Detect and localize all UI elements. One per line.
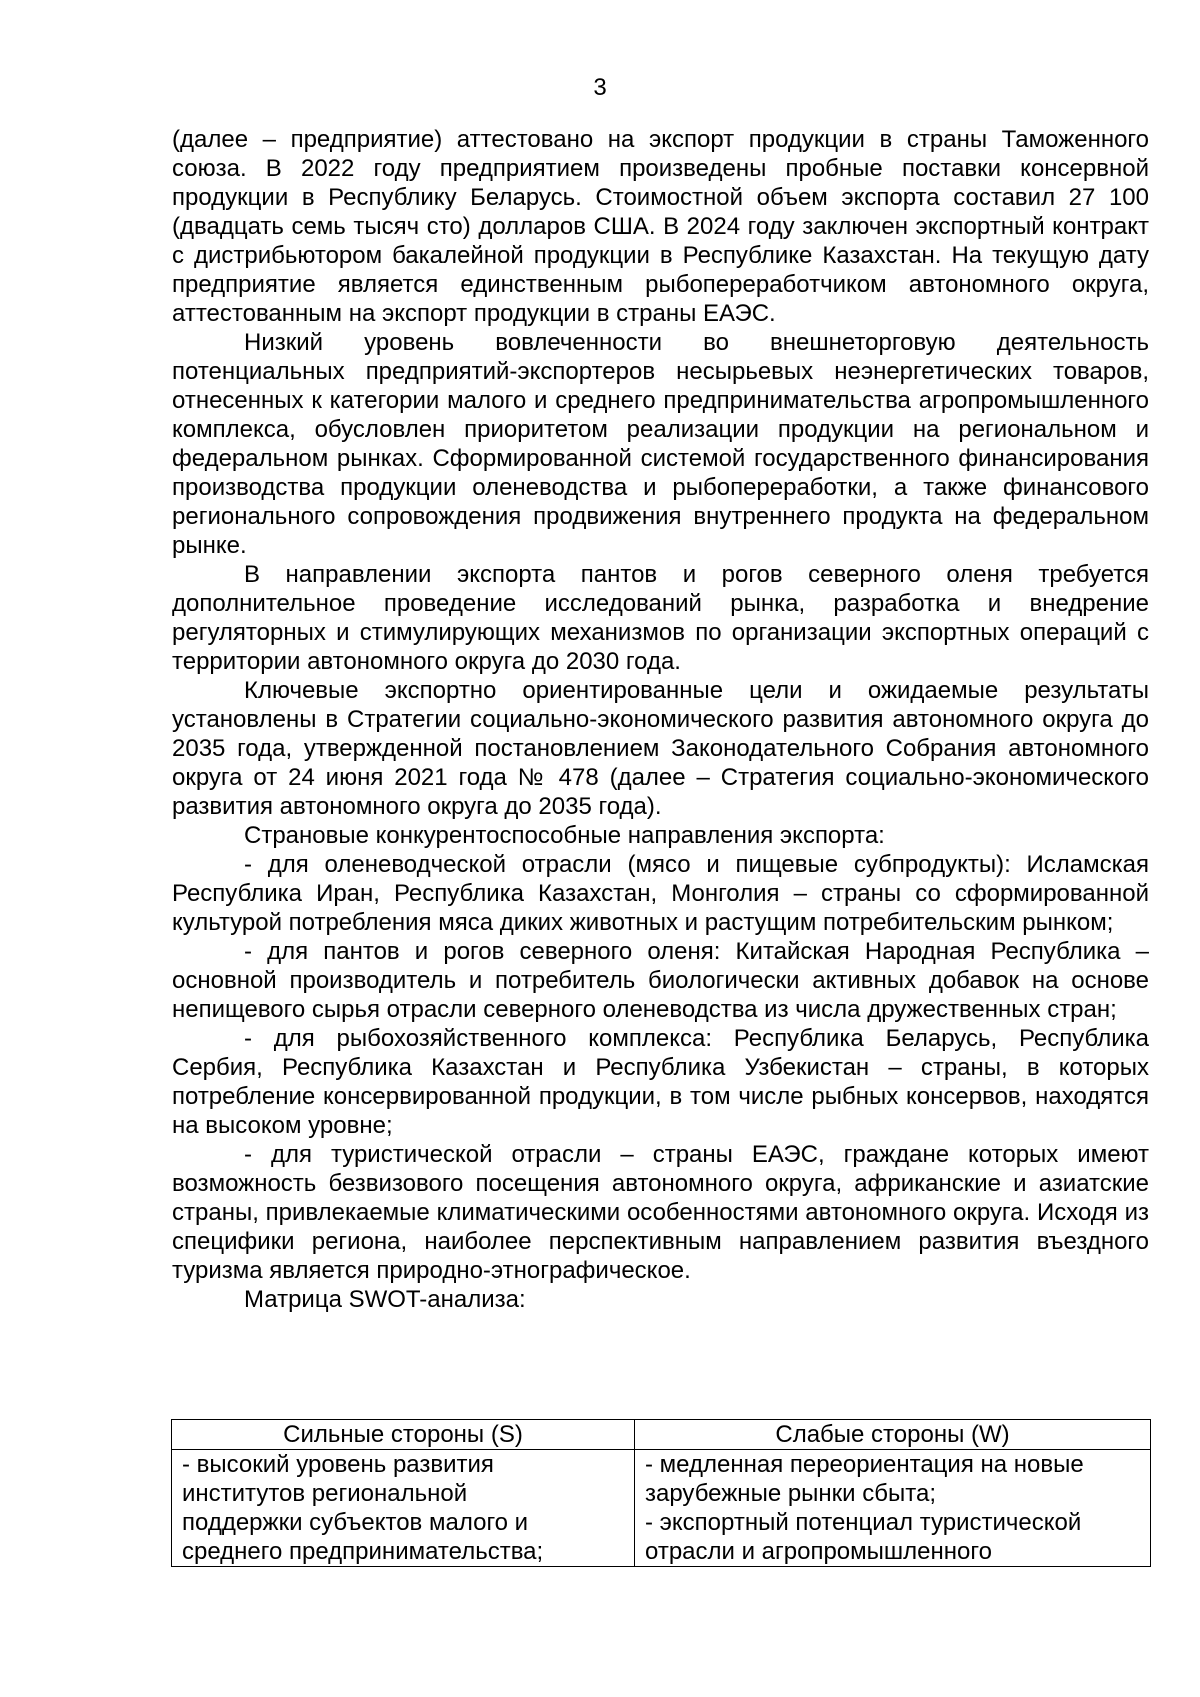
paragraph-low-involvement: Низкий уровень вовлеченности во внешнеторговую деятельность потенциальных предприятий-экспортеров несырьевых неэнергетических товаров, отнесенных к категории малого и среднего предпринимательства агропромышленного комплекса, обусловлен приоритетом реализации продукции на региональном и федеральном рынках. Сформированной системой государственного финансирования производства продукции оленеводства и рыбопереработки, а также финансового регионального сопровождения продвижения внутреннего продукта на федеральном рынке. xyxy=(172,329,1149,559)
swot-table xyxy=(171,1419,1151,1567)
swot-body-row xyxy=(172,1450,1151,1567)
list-item-reindeer-industry: - для оленеводческой отрасли (мясо и пищевые субпродукты): Исламская Республика Иран, Республика Казахстан, Монголия – страны со сформированной культурой потребления мяса диких животных и растущим потребительским рынком; xyxy=(172,851,1149,936)
swot-strengths-cell xyxy=(172,1450,635,1567)
paragraph-country-directions-intro: Страновые конкурентоспособные направления экспорта: xyxy=(244,822,885,849)
strengths-line: - высокий уровень развития xyxy=(182,1451,494,1478)
paragraph-antler-export: В направлении экспорта пантов и рогов северного оленя требуется дополнительное проведение исследований рынка, разработка и внедрение регуляторных и стимулирующих механизмов по организации экспортных операций с территории автономного округа до 2030 года. xyxy=(172,561,1149,675)
swot-weaknesses-cell xyxy=(635,1450,1151,1567)
strengths-line: среднего предпринимательства; xyxy=(182,1538,544,1565)
strengths-line: институтов региональной xyxy=(182,1480,468,1507)
list-item-fishery: - для рыбохозяйственного комплекса: Республика Беларусь, Республика Сербия, Республика Казахстан и Республика Узбекистан – страны, в которых потребление консервированной продукции, в том числе рыбных консервов, находятся на высоком уровне; xyxy=(172,1025,1149,1139)
swot-matrix-caption: Матрица SWOT-анализа: xyxy=(244,1286,526,1313)
swot-header-strengths: Сильные стороны (S) xyxy=(172,1420,635,1450)
weaknesses-line: - экспортный потенциал туристической xyxy=(645,1509,1082,1536)
page-number: 3 xyxy=(593,74,607,101)
weaknesses-line: - медленная переориентация на новые xyxy=(645,1451,1084,1478)
swot-header-weaknesses: Слабые стороны (W) xyxy=(635,1420,1151,1450)
weaknesses-line: отрасли и агропромышленного xyxy=(645,1538,992,1565)
weaknesses-line: зарубежные рынки сбыта; xyxy=(645,1480,936,1507)
paragraph-strategy-goals: Ключевые экспортно ориентированные цели и ожидаемые результаты установлены в Стратегии социально-экономического развития автономного округа до 2035 года, утвержденной постановлением Законодательного Собрания автономного округа от 24 июня 2021 года № 478 (далее – Стратегия социально-экономического развития автономного округа до 2035 года). xyxy=(172,677,1149,820)
paragraph-export-certification: (далее – предприятие) аттестовано на экспорт продукции в страны Таможенного союза. В 2022 году предприятием произведены пробные поставки консервной продукции в Республику Беларусь. Стоимостной объем экспорта составил 27 100 (двадцать семь тысяч сто) долларов США. В 2024 году заключен экспортный контракт с дистрибьютором бакалейной продукции в Республике Казахстан. На текущую дату предприятие является единственным рыбопереработчиком автономного округа, аттестованным на экспорт продукции в страны ЕАЭС. xyxy=(172,126,1149,327)
strengths-line: поддержки субъектов малого и xyxy=(182,1509,529,1536)
list-item-antlers: - для пантов и рогов северного оленя: Китайская Народная Республика – основной производитель и потребитель биологически активных добавок на основе непищевого сырья отрасли северного оленеводства из числа дружественных стран; xyxy=(172,938,1149,1023)
document-body xyxy=(172,125,1149,1314)
swot-header-row xyxy=(172,1420,1151,1450)
list-item-tourism: - для туристической отрасли – страны ЕАЭС, граждане которых имеют возможность безвизового посещения автономного округа, африканские и азиатские страны, привлекаемые климатическими особенностями автономного округа. Исходя из специфики региона, наиболее перспективным направлением развития въездного туризма является природно-этнографическое. xyxy=(172,1141,1149,1284)
